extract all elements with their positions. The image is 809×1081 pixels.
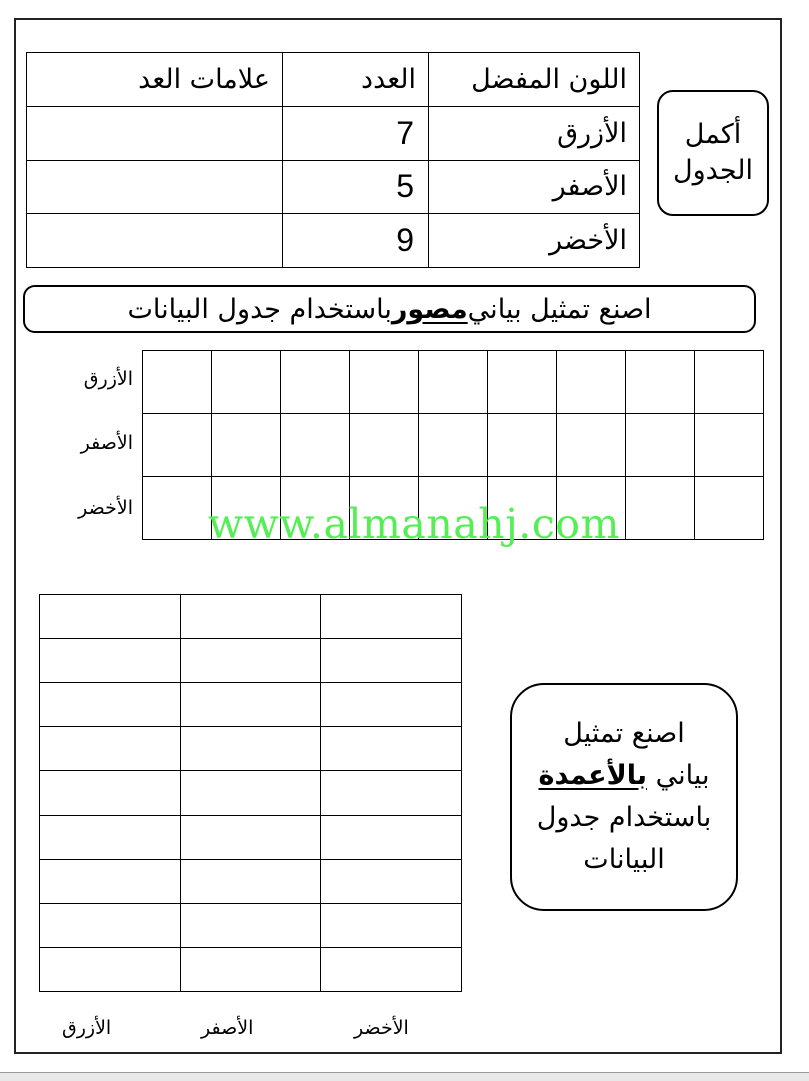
- table-row: [27, 160, 640, 214]
- table-header-row: [27, 53, 640, 107]
- picto-row-blue: [143, 351, 764, 414]
- picto-instr-after: باستخدام جدول البيانات: [127, 293, 392, 325]
- bar-instr-emphasis: بالأعمدة: [538, 760, 647, 792]
- color-cell: الأزرق: [429, 106, 640, 160]
- picto-label-yellow: الأصفر: [80, 432, 133, 454]
- picto-label-green: الأخضر: [78, 497, 133, 519]
- bar-instr-line-1: اصنع تمثيل: [563, 718, 685, 750]
- bar-label-green: الأخضر: [354, 1017, 409, 1039]
- picto-instr-emphasis: مصور: [391, 293, 468, 325]
- header-tally-marks: علامات العد: [27, 53, 283, 107]
- tally-cell-green[interactable]: [27, 214, 283, 268]
- bar-chart-instruction: [510, 683, 738, 911]
- bar-instr-line-3: باستخدام جدول: [536, 802, 712, 833]
- pictograph-instruction: [23, 285, 756, 333]
- table-row: [27, 214, 640, 268]
- count-cell: 7: [283, 106, 429, 160]
- tally-cell-blue[interactable]: [27, 106, 283, 160]
- header-count: العدد: [283, 53, 429, 107]
- bar-chart-grid: [39, 594, 462, 992]
- bar-label-blue: الأزرق: [62, 1017, 112, 1039]
- count-cell: 5: [283, 160, 429, 214]
- color-cell: الأصفر: [429, 160, 640, 214]
- count-cell: 9: [283, 214, 429, 268]
- bar-instr-line-4: البيانات: [583, 843, 665, 875]
- picto-row-yellow: [143, 414, 764, 477]
- complete-table-instruction: [657, 90, 769, 216]
- color-cell: الأخضر: [429, 214, 640, 268]
- bar-instr-line-2: [539, 755, 710, 797]
- header-favorite-color: اللون المفضل: [429, 53, 640, 107]
- watermark: www.almanahj.com: [208, 500, 620, 548]
- picto-instr-before: اصنع تمثيل بياني: [467, 293, 652, 325]
- tally-cell-yellow[interactable]: [27, 160, 283, 214]
- complete-line-1: أكمل: [684, 118, 742, 150]
- picto-label-blue: الأزرق: [83, 368, 133, 390]
- bar-label-yellow: الأصفر: [201, 1017, 254, 1039]
- bar-instr-line-2-before: بياني: [646, 760, 710, 792]
- table-row: [27, 106, 640, 160]
- tally-table: [26, 52, 640, 268]
- complete-line-2: الجدول: [673, 155, 753, 186]
